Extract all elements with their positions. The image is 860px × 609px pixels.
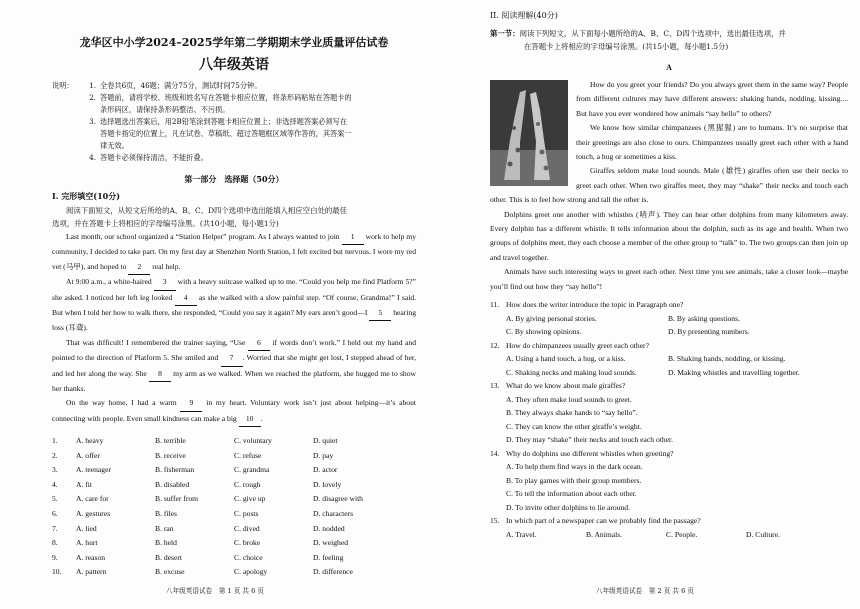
note-text: 全卷共6页，46题；满分75分，测试时间75分钟。 — [100, 81, 262, 90]
answer-option: A. Using a hand touch, a hug, or a kiss. — [506, 354, 626, 364]
question-13: 13. What do we know about male giraffes? A. They often make loud sounds to greet. B. They always shake hands to “say hello”. C. They can know the other giraffe’s weight. D. They may “shake” their necks and touch each other. — [490, 379, 848, 447]
note-text: 答题卡指定的位置上，凡在试卷、草稿纸、超过答题框区域等作答的，其答案一 — [100, 129, 352, 138]
note-text: 条形码区，请保持条形码整洁、不污损。 — [100, 105, 230, 114]
section-title-cloze: I. 完形填空(10分) — [52, 191, 121, 201]
answer-option: B. Shaking hands, nodding, or kissing. — [668, 354, 786, 364]
cloze-blank: 4 — [175, 291, 197, 306]
note-text: 答题前，请将学校、班级和姓名写在答题卡相应位置，将条形码粘贴在答题卡的 — [100, 93, 352, 102]
answer-option: A. They often make loud sounds to greet. — [506, 394, 632, 404]
answer-option: D. Making whistles and travelling together. — [668, 367, 800, 377]
question-11: 11. How does the writer introduce the topic in Paragraph one? A. By giving personal stories. B. By asking questions. C. By showing opinions. D. By presenting numbers. — [490, 298, 848, 339]
question-12: 12. How do chimpanzees usually greet each other? A. Using a hand touch, a hug, or a kiss. B. Shaking hands, nodding, or kissing. C. Shaking necks and making loud sounds. D. Making whistles and travelling together. — [490, 339, 848, 380]
note-number: 3. — [89, 117, 96, 126]
answer-option: A. To help them find ways in the dark ocean. — [506, 462, 643, 472]
cloze-blank: 8 — [149, 367, 171, 382]
note-text: 选择题选出答案后，用2B铅笔涂到答题卡相应位置上；非选择题答案必须写在 — [100, 117, 348, 126]
passage-paragraph: At 9:00 a.m., a white-haired 3 with a heavy suitcase walked up to me. “Could you help me find Platform 5?” she asked. I noticed her left leg looked 4 as she walked with a slow painful step. “Of course, Grandma!” I said. But when I told her how to walk there, she responded, “Could you say it again? My ears aren’t good—I 5 hearing loss (耳聋). — [52, 277, 417, 333]
question-stem: How does the writer introduce the topic in Paragraph one? — [506, 300, 684, 310]
passage-paragraph: How do you greet your friends? Do you always greet them in the same way? People from different cultures may have different answers: shaking hands, nodding, kissing.... But have you ever wondered how animals “say hello” to others? — [576, 80, 848, 118]
option-row: 6. A. gestures B. files C. posts D. characters — [52, 509, 354, 519]
question-14: 14. Why do dolphins use different whistles when greeting? A. To help them find ways in the dark ocean. B. To play games with their group members. C. To tell the information about each other. D. To invite other dolphins to lie around. — [490, 447, 848, 515]
passage-paragraph: Dolphins greet one another with whistles (哨声). They can hear other dolphins from many kilometers away. Every dolphin has a different whistle. It tells information about the dolphin, such as its age and health. When two groups of dolphins meet, they each choose a member of the other group to “talk” to. The two groups can then join up and travel together. — [490, 209, 848, 262]
exam-title: 龙华区中小学2024–2025学年第二学期期末学业质量评估试卷 — [79, 36, 389, 49]
section-title-reading: II. 阅读理解(40分) — [490, 11, 558, 20]
page-footer: 八年级英语试卷 第 2 页 共 6 页 — [596, 587, 694, 595]
cloze-blank: 7 — [221, 351, 243, 366]
question-15: 15. In which part of a newspaper can we probably find the passage? A. Travel. B. Animals. C. People. D. Culture. — [490, 514, 848, 541]
answer-option: C. People. — [666, 529, 698, 539]
passage-paragraph: Last month, our school organized a “Station Helper” program. As I always wanted to join 1 work to help my community, I decided to take part. On my first day at Shenzhen North Station, I felt excited but nervous. I wore my red vet (马甲), and hoped to 2 real help. — [52, 230, 416, 275]
answer-option: D. To invite other dolphins to lie around. — [506, 502, 630, 512]
option-row: 3. A. teenager B. fisherman C. grandma D. actor — [52, 465, 338, 475]
note-number: 4. — [89, 153, 96, 162]
passage-letter: A — [666, 63, 672, 72]
question-stem: What do we know about male giraffes? — [506, 381, 626, 391]
cloze-blank: 6 — [248, 336, 270, 351]
cloze-blank: 2 — [128, 260, 150, 275]
option-row: 9. A. reason B. desert C. choice D. feeling — [52, 552, 344, 562]
note-number: 1. — [89, 81, 96, 90]
option-row: 5. A. care for B. suffer from C. give up D. disagree with — [52, 494, 363, 504]
note-text: 律无效。 — [100, 141, 129, 150]
option-row: 10. A. pattern B. excuse C. apology D. difference — [52, 567, 353, 577]
cloze-passage — [52, 230, 416, 427]
cloze-blank: 3 — [154, 275, 176, 290]
section-instructions: 第一节：阅读下列短文，从下面每小题所给的A、B、C、D四个选项中，选出最佳选项，并 在答题卡上将相应的字母编号涂黑。(共15小题，每小题1.5分) — [490, 29, 786, 51]
answer-option: B. To play games with their group members. — [506, 475, 642, 485]
section-instructions: 阅读下面短文，从短文后所给的A、B、C、D四个选项中选出能填入相应空白处的最佳 — [66, 206, 348, 215]
note-text: 答题卡必须保持清洁，不能折叠。 — [100, 153, 208, 162]
question-stem: Why do dolphins use different whistles when greeting? — [506, 448, 674, 458]
giraffes-illustration — [490, 80, 568, 186]
passage-paragraph: Animals have such interesting ways to greet each other. Next time you see animals, take a closer look—maybe you’ll find out how they “say hello”! — [490, 267, 848, 291]
right-page — [430, 0, 860, 609]
answer-option: B. By asking questions. — [668, 313, 740, 323]
option-row: 7. A. lied B. ran C. dived D. nodded — [52, 523, 345, 533]
reading-passage — [490, 78, 848, 294]
answer-option: C. Shaking necks and making loud sounds. — [506, 367, 637, 377]
option-row: 4. A. fit B. disabled C. rough D. lovely — [52, 479, 342, 489]
part-label: 第一节： — [490, 29, 520, 38]
section-instructions: 选项，并在答题卡上将相应的字母编号涂黑。(共10小题，每小题1分) — [52, 219, 279, 228]
question-stem: How do chimpanzees usually greet each other? — [506, 340, 649, 350]
note-number — [78, 140, 100, 152]
option-row: 8. A. hurt B. held C. broke D. weighed — [52, 538, 349, 548]
option-row: 1. A. heavy B. terrible C. voluntary D. quiet — [52, 436, 338, 446]
exam-subtitle: 八年级英语 — [199, 57, 269, 73]
cloze-blank: 9 — [180, 396, 202, 411]
passage-paragraph: That was difficult! I remembered the trainer saying, “Use 6 if words don’t work.” I held out my hand and pointed to the direction of Platform 5. She smiled and 7 . Worried that she might get lost, I stepped ahead of her, and led her along the way. She 8 my arm as we walked. When we reached the platform, she hugged me to show her thanks. — [52, 337, 417, 394]
answer-option: D. By presenting numbers. — [668, 327, 750, 337]
answer-option: D. They may “shake” their necks and touch each other. — [506, 435, 674, 445]
cloze-options — [52, 433, 416, 579]
passage-paragraph: Giraffes seldom make loud sounds. Male (雄性) giraffes often use their necks to greet each other. When two giraffes meet, they may “shake” their necks and touch each other. This is to feel how strong and tall the other is. — [490, 166, 848, 205]
passage-paragraph: On the way home, I had a warm 9 in my heart. Voluntary work isn’t just about helping—it’s about connecting with people. Even small kindness can make a big 10 . — [52, 396, 416, 427]
answer-option: B. Animals. — [586, 529, 623, 539]
passage-paragraph: We know how similar chimpanzees (黑猩猩) are to humans. It’s no surprise that their greetings are also close to ours. Chimpanzees usually greet each other with a hand touch, a hug or sometimes a kiss. — [576, 123, 848, 162]
note-number: 2. — [89, 93, 96, 102]
page-footer: 八年级英语试卷 第 1 页 共 6 页 — [166, 587, 264, 595]
answer-option: A. Travel. — [506, 529, 537, 539]
notes-label: 说明： — [52, 81, 74, 90]
option-row: 2. A. offer B. receive C. refuse D. pay — [52, 450, 334, 460]
answer-option: D. Culture. — [746, 529, 780, 539]
note-number — [78, 104, 100, 116]
answer-option: C. By showing opinions. — [506, 327, 582, 337]
cloze-blank: 1 — [342, 230, 364, 245]
cloze-blank: 5 — [369, 306, 391, 321]
answer-option: C. They can know the other giraffe’s weight. — [506, 421, 642, 431]
answer-option: B. They always shake hands to “say hello”. — [506, 408, 638, 418]
instructions-block — [52, 80, 416, 164]
answer-option: A. By giving personal stories. — [506, 313, 597, 323]
answer-option: C. To tell the information about each other. — [506, 489, 637, 499]
question-stem: In which part of a newspaper can we probably find the passage? — [506, 516, 701, 526]
giraffes-photo — [490, 80, 568, 186]
question-list — [490, 298, 848, 541]
part-title: 第一部分 选择题（50分） — [184, 174, 284, 184]
cloze-blank: 10 — [239, 412, 261, 427]
note-number — [78, 128, 100, 140]
